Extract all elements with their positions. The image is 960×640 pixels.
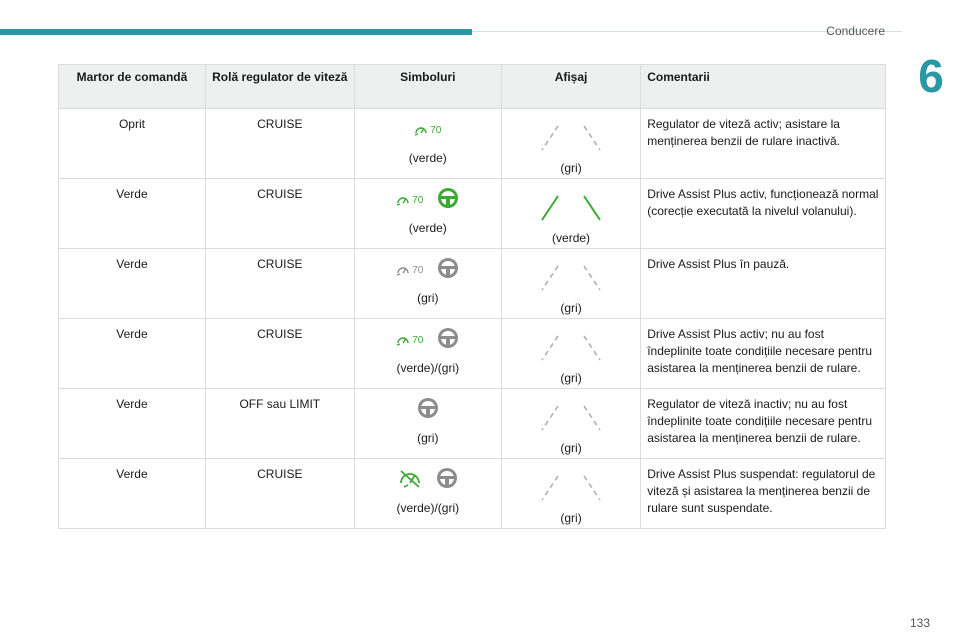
steering-wheel-icon (437, 327, 459, 354)
right-lane-icon (582, 194, 602, 222)
header-accent-bar (0, 29, 472, 35)
symbols-cell (354, 389, 501, 459)
display-color-caption: (gri) (560, 511, 582, 525)
steering-wheel-icon (437, 187, 459, 214)
symbol-color-caption: (gri) (417, 291, 439, 305)
lane-lines-display (508, 398, 634, 438)
cruise-speed-icon (396, 262, 423, 279)
right-lane-icon (582, 474, 602, 502)
display-color-caption: (gri) (560, 441, 582, 455)
comment-cell: Regulator de viteză inactiv; nu au fost îndeplinite toate condițiile necesare pentru asistarea la menținerea benzii de rulare. (641, 389, 886, 459)
drive-assist-table (58, 64, 886, 529)
speed-value: 70 (412, 334, 424, 346)
symbol-color-caption: (gri) (417, 431, 439, 445)
indicator-cell: Verde (59, 249, 206, 319)
right-lane-icon (582, 264, 602, 292)
comment-cell: Drive Assist Plus activ, funcționează normal (corecție executată la nivelul volanului). (641, 179, 886, 249)
indicator-cell: Verde (59, 459, 206, 529)
left-lane-icon (540, 124, 560, 152)
symbol-color-caption: (verde)/(gri) (396, 501, 460, 515)
table-row (59, 389, 886, 459)
speed-value: 70 (412, 194, 424, 206)
cruise-suspended-icon (398, 467, 422, 494)
table-row (59, 179, 886, 249)
right-lane-icon (582, 334, 602, 362)
symbols-cell (354, 319, 501, 389)
display-cell (501, 319, 640, 389)
column-header: Rolă regulator de viteză (205, 65, 354, 109)
lane-lines-display (508, 118, 634, 158)
right-lane-icon (582, 124, 602, 152)
display-cell (501, 179, 640, 249)
roller-cell: CRUISE (205, 319, 354, 389)
column-header: Afișaj (501, 65, 640, 109)
left-lane-icon (540, 404, 560, 432)
comment-cell: Drive Assist Plus suspendat: regulatorul de viteză și asistarea la menținerea benzii de rulare sunt suspendate. (641, 459, 886, 529)
symbol-color-caption: (verde)/(gri) (396, 361, 460, 375)
section-title: Conducere (826, 24, 885, 38)
lane-lines-display (508, 188, 634, 228)
table-row (59, 249, 886, 319)
display-color-caption: (gri) (560, 161, 582, 175)
page-number: 133 (909, 616, 930, 630)
left-lane-icon (540, 194, 560, 222)
symbol-color-caption: (verde) (408, 221, 447, 235)
column-header: Comentarii (641, 65, 886, 109)
table-row (59, 319, 886, 389)
display-color-caption: (gri) (560, 301, 582, 315)
speed-value: 70 (430, 124, 442, 136)
symbol-color-caption: (verde) (408, 151, 447, 165)
speed-value: 70 (412, 264, 424, 276)
indicator-cell: Verde (59, 389, 206, 459)
display-cell (501, 249, 640, 319)
display-color-caption: (gri) (560, 371, 582, 385)
cruise-speed-icon (396, 192, 423, 209)
left-lane-icon (540, 474, 560, 502)
comment-cell: Drive Assist Plus activ; nu au fost îndeplinite toate condițiile necesare pentru asistarea la menținerea benzii de rulare. (641, 319, 886, 389)
lane-lines-display (508, 328, 634, 368)
column-header: Martor de comandă (59, 65, 206, 109)
display-cell (501, 389, 640, 459)
lane-lines-display (508, 258, 634, 298)
table-row (59, 109, 886, 179)
comment-cell: Regulator de viteză activ; asistare la menținerea benzii de rulare inactivă. (641, 109, 886, 179)
left-lane-icon (540, 334, 560, 362)
indicator-cell: Oprit (59, 109, 206, 179)
roller-cell: OFF sau LIMIT (205, 389, 354, 459)
indicator-cell: Verde (59, 179, 206, 249)
steering-wheel-icon (417, 397, 439, 424)
table-row (59, 459, 886, 529)
roller-cell: CRUISE (205, 179, 354, 249)
indicator-cell: Verde (59, 319, 206, 389)
left-lane-icon (540, 264, 560, 292)
symbols-cell (354, 109, 501, 179)
column-header: Simboluri (354, 65, 501, 109)
lane-lines-display (508, 468, 634, 508)
table-header-row (59, 65, 886, 109)
display-cell (501, 459, 640, 529)
steering-wheel-icon (437, 257, 459, 284)
display-cell (501, 109, 640, 179)
steering-wheel-icon (436, 467, 458, 494)
cruise-speed-icon (414, 122, 441, 139)
chapter-number: 6 (902, 44, 960, 108)
symbols-cell (354, 459, 501, 529)
comment-cell: Drive Assist Plus în pauză. (641, 249, 886, 319)
symbols-cell (354, 179, 501, 249)
symbols-cell (354, 249, 501, 319)
cruise-speed-icon (396, 332, 423, 349)
right-lane-icon (582, 404, 602, 432)
display-color-caption: (verde) (552, 231, 591, 245)
roller-cell: CRUISE (205, 459, 354, 529)
roller-cell: CRUISE (205, 109, 354, 179)
roller-cell: CRUISE (205, 249, 354, 319)
